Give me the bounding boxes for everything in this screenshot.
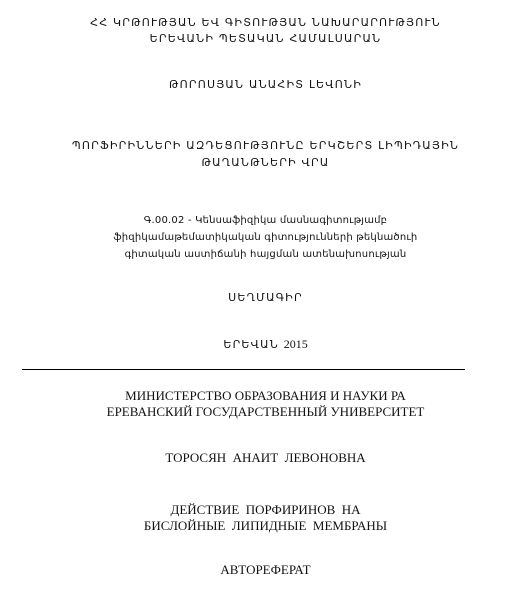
russian-title-line-2: БИСЛОЙНЫЕ ЛИПИДНЫЕ МЕМБРАНЫ [143,518,388,533]
russian-university: ЕРЕВАНСКИЙ ГОСУДАРСТВЕННЫЙ УНИВЕРСИТЕТ [106,404,425,419]
armenian-university: ԵՐԵՎԱՆԻ ՊԵՏԱԿԱՆ ՀԱՄԱԼՍԱՐԱՆ [149,32,382,45]
armenian-city-year [0,338,531,352]
armenian-year: 2015 [283,337,308,351]
armenian-specialty-line-1: Գ.00.02 - Կենսաֆիզիկա մասնագիտությամբ [143,215,388,226]
section-divider [22,369,465,370]
armenian-ministry: ՀՀ ԿՐԹՈՒԹՅԱՆ ԵՎ ԳԻՏՈՒԹՅԱՆ ՆԱԽԱՐԱՐՈՒԹՅՈՒՆ [90,16,441,29]
armenian-doc-type: ՍԵՂՄԱԳԻՐ [228,291,303,304]
russian-doc-type: АВТОРЕФЕРАТ [220,562,311,577]
armenian-title-line-1: ՊՈՐՖԻՐԻՆՆԵՐԻ ԱԶԴԵՑՈՒԹՅՈՒՆԸ ԵՐԿՇԵՐՏ ԼԻՊԻԴԱՅԻՆ [71,139,460,152]
russian-title-line-1: ДЕЙСТВИЕ ПОРФИРИНОВ НА [170,502,361,517]
armenian-specialty-line-2: ֆիզիկամաթեմատիկական գիտությունների թեկնածուի [113,232,418,243]
russian-ministry: МИНИСТЕРСТВО ОБРАЗОВАНИЯ И НАУКИ РА [125,388,406,403]
russian-author: ТОРОСЯН АНАИТ ЛЕВОНОВНА [165,450,366,465]
armenian-city: ԵՐԵՎԱՆ [223,338,279,351]
armenian-author: ԹՈՐՈՍՅԱՆ ԱՆԱՀԻՏ ԼԵՎՈՆԻ [168,78,363,91]
armenian-title-line-2: ԹԱՂԱՆԹՆԵՐԻ ՎՐԱ [201,156,330,169]
armenian-specialty-line-3: գիտական աստիճանի հայցման ատենախոսության [124,249,407,260]
